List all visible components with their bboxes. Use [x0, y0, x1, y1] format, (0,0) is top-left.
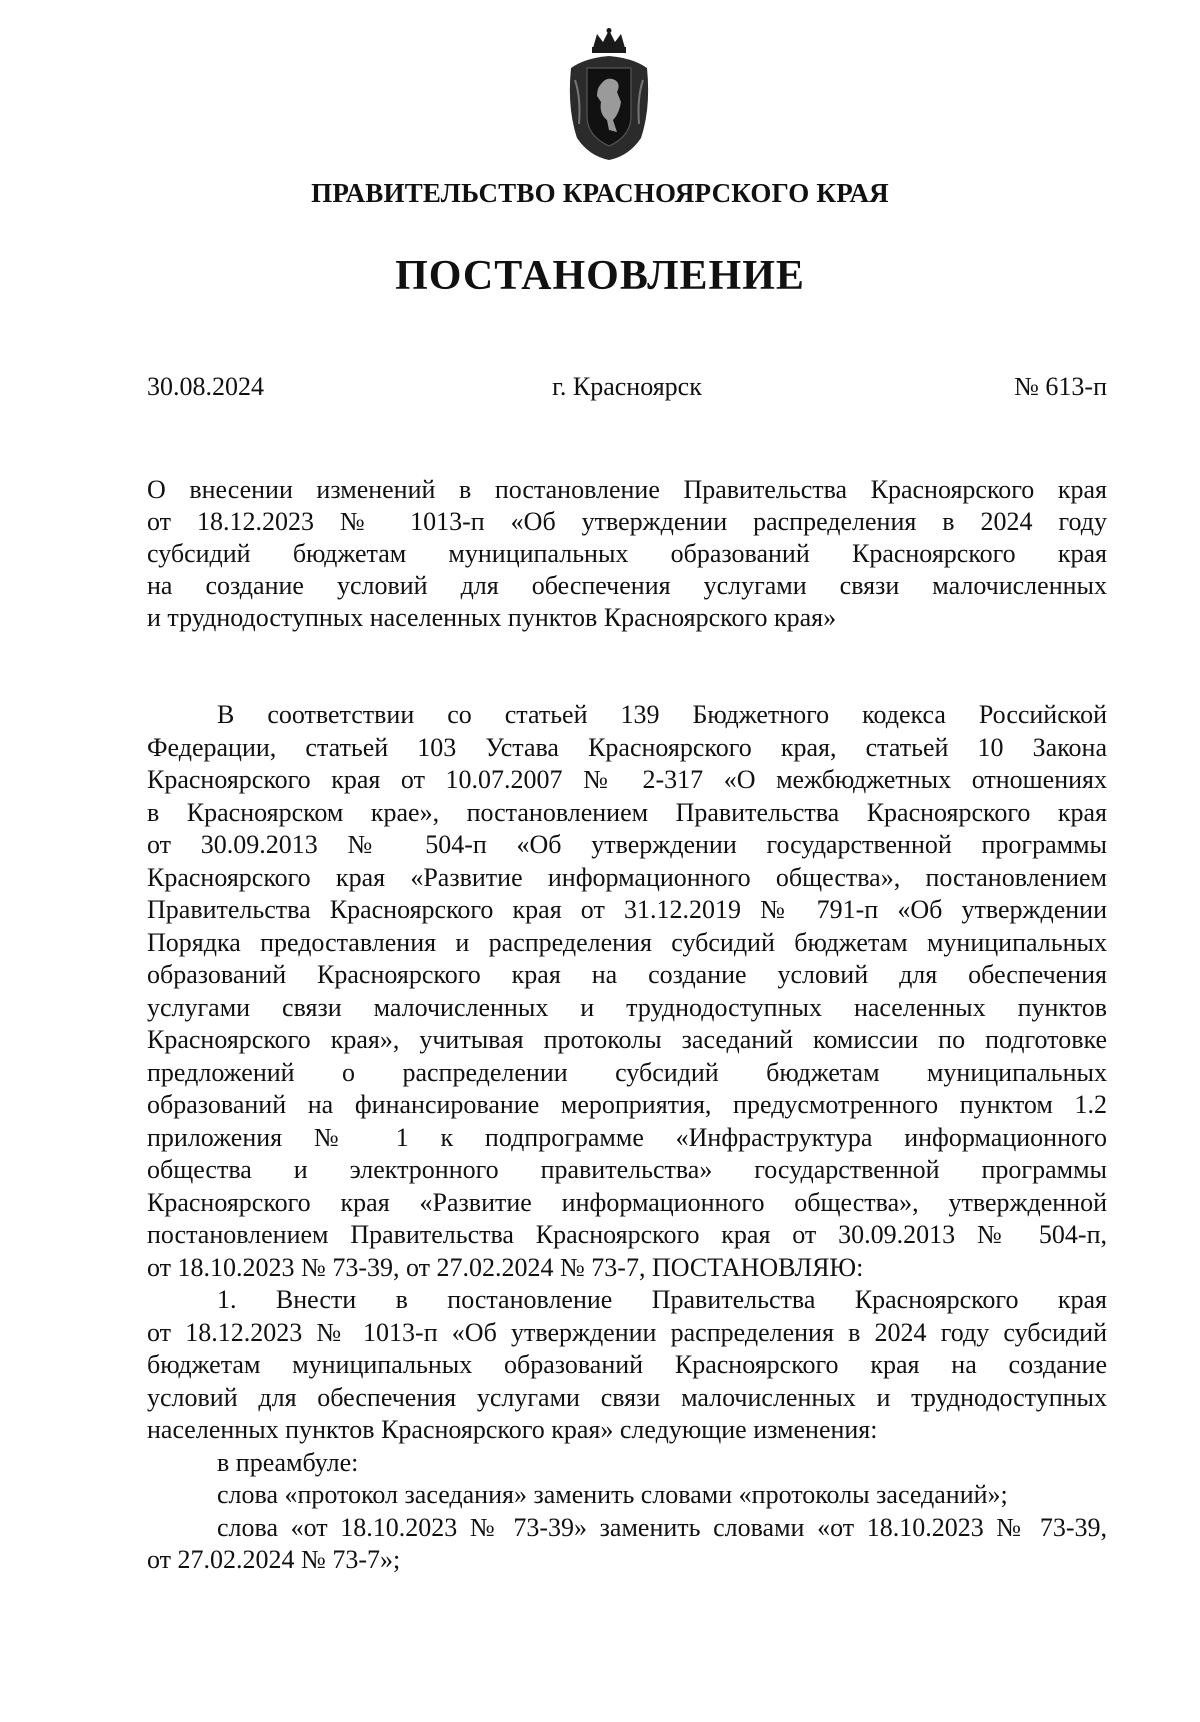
changes-heading: в преамбуле: [217, 1447, 359, 1477]
change-2-line: от 27.02.2024 № 73-7»; [147, 1545, 401, 1574]
document-subject [147, 474, 1107, 634]
change-1: слова «протокол заседания» заменить словами «протоколы заседаний»; [217, 1480, 1008, 1509]
preamble-line: В соответствии со статьей 139 Бюджетного кодекса Российской [217, 700, 1107, 729]
preamble-line: приложения № 1 к подпрограмме «Инфраструктура информационного [147, 1122, 1107, 1152]
preamble-line: предложений о распределении субсидий бюджетам муниципальных [147, 1057, 1107, 1087]
subject-line: О внесении изменений в постановление Правительства Красноярского края [147, 475, 1107, 504]
preamble-line: Правительства Красноярского края от 31.12.2019 № 791-п «Об утверждении [147, 895, 1107, 924]
preamble-line: Красноярского края от 10.07.2007 № 2-317 «О межбюджетных отношениях [147, 765, 1107, 794]
document-number: № 613-п [1014, 372, 1107, 401]
preamble-line: Красноярского края», учитывая протоколы заседаний комиссии по подготовке [147, 1025, 1107, 1054]
item-1-line: бюджетам муниципальных образований Красноярского края на создание [147, 1350, 1107, 1379]
preamble-line: в Красноярском крае», постановлением Правительства Красноярского края [147, 797, 1107, 827]
preamble-line: Красноярского края «Развитие информационного общества», утвержденной [147, 1187, 1107, 1217]
preamble-line: от 30.09.2013 № 504-п «Об утверждении государственной программы [147, 830, 1107, 859]
change-2-line: слова «от 18.10.2023 № 73-39» заменить словами «от 18.10.2023 № 73-39, [217, 1512, 1107, 1542]
subject-line: на создание условий для обеспечения услугами связи малочисленных [147, 571, 1107, 600]
preamble-line: образований Красноярского края на создание условий для обеспечения [147, 960, 1107, 989]
document-type-title: ПОСТАНОВЛЕНИЕ [395, 253, 805, 299]
preamble-line: общества и электронного правительства» государственной программы [147, 1155, 1107, 1184]
preamble-line: образований на финансирование мероприятия, предусмотренного пунктом 1.2 [147, 1090, 1107, 1119]
preamble-line: постановлением Правительства Красноярского края от 30.09.2013 № 504-п, [147, 1220, 1107, 1249]
organization-name: ПРАВИТЕЛЬСТВО КРАСНОЯРСКОГО КРАЯ [311, 178, 889, 208]
preamble-line: Красноярского края «Развитие информационного общества», постановлением [147, 862, 1107, 892]
document-meta [147, 372, 1107, 404]
item-1-line: населенных пунктов Красноярского края» следующие изменения: [147, 1415, 878, 1444]
item-1-line: условий для обеспечения услугами связи малочисленных и труднодоступных [147, 1382, 1107, 1412]
preamble-line: от 18.10.2023 № 73-39, от 27.02.2024 № 73-7, ПОСТАНОВЛЯЮ: [147, 1252, 864, 1282]
item-1-line: 1. Внести в постановление Правительства Красноярского края [217, 1285, 1107, 1314]
preamble-line: Порядка предоставления и распределения субсидий бюджетам муниципальных [147, 927, 1107, 957]
document-date: 30.08.2024 [147, 372, 264, 401]
document-city: г. Красноярск [552, 372, 702, 401]
preamble-line: Федерации, статьей 103 Устава Красноярского края, статьей 10 Закона [147, 732, 1107, 762]
item-1-line: от 18.12.2023 № 1013-п «Об утверждении распределения в 2024 году субсидий [147, 1317, 1107, 1347]
coat-of-arms-icon [563, 28, 655, 162]
preamble-line: услугами связи малочисленных и труднодоступных населенных пунктов [147, 992, 1107, 1022]
document-body [147, 699, 1107, 1577]
subject-line: от 18.12.2023 № 1013-п «Об утверждении распределения в 2024 году [147, 507, 1107, 536]
subject-line: и труднодоступных населенных пунктов Красноярского края» [147, 603, 837, 632]
subject-line: субсидий бюджетам муниципальных образований Красноярского края [147, 539, 1107, 568]
